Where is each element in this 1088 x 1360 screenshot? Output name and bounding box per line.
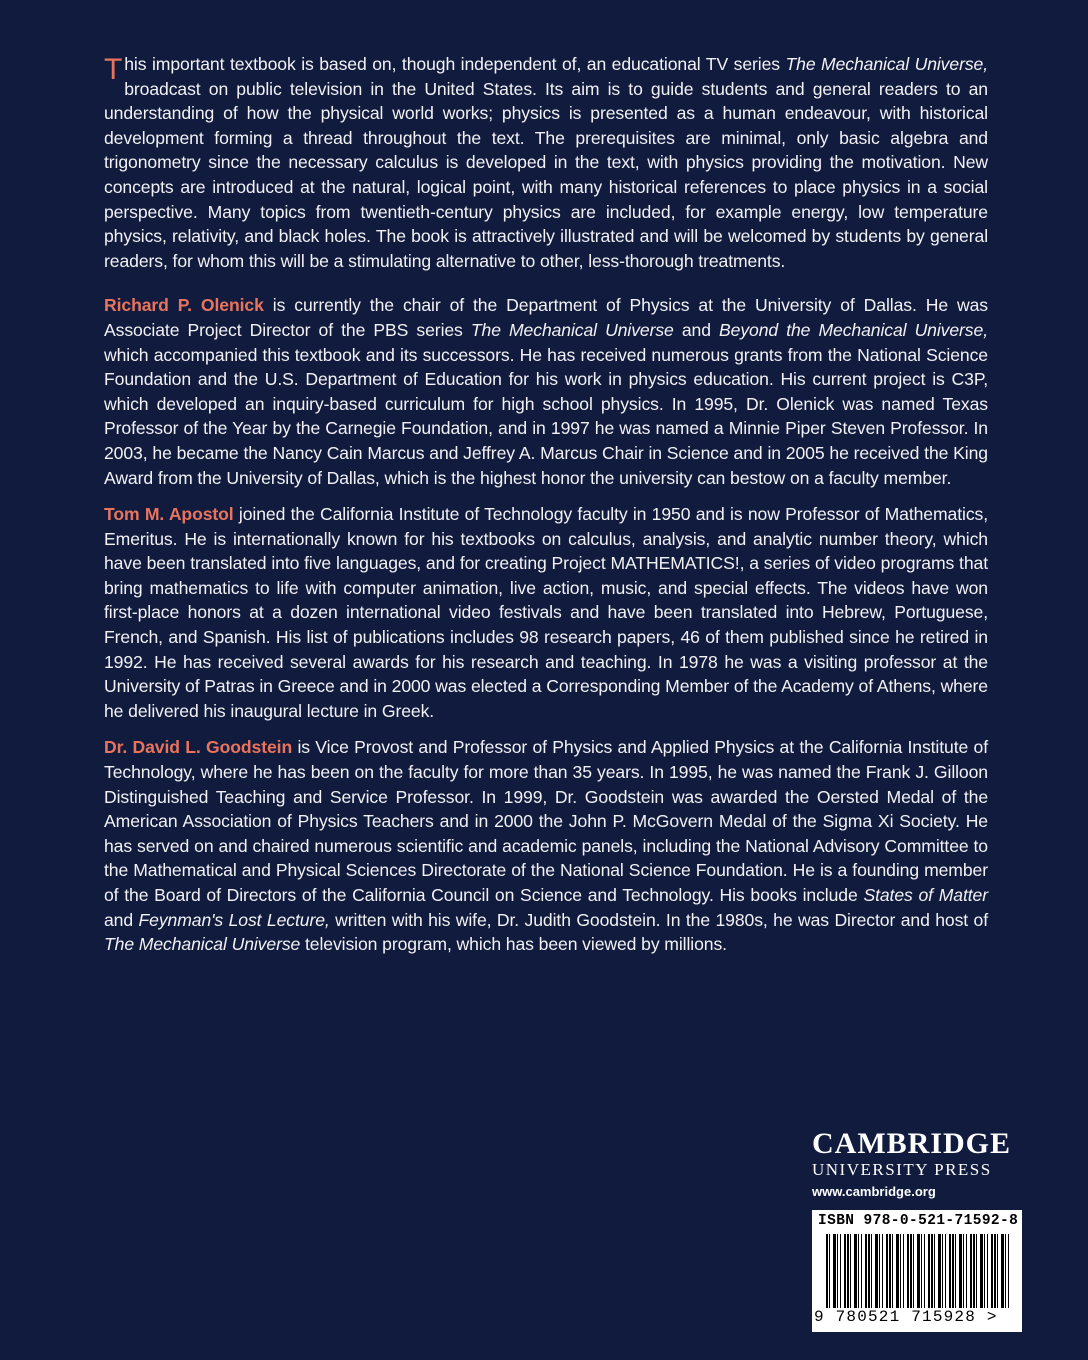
author-bio-olenick: Richard P. Olenick is currently the chair of the Department of Physics at the University of Dallas. He was Associate Project Director of the PBS series The Mechanical Universe and Beyond the Mechanical Universe, which accompanied this textbook and its successors. He has received numerous grants from the National Science Foundation and the U.S. Department of Education for his work in physics education. His current project is C3P, which developed an inquiry-based curriculum for high school physics. In 1995, Dr. Olenick was named Texas Professor of the Year by the Carnegie Foundation, and in 1997 he was named a Minnie Piper Steven Professor. In 2003, he became the Nancy Cain Marcus and Jeffrey A. Marcus Chair in Science and in 2005 he received the King Award from the University of Dallas, which is the highest honor the university can bestow on a faculty member.	[104, 295, 988, 488]
author-bio-apostol: Tom M. Apostol joined the California Institute of Technology faculty in 1950 and is now Professor of Mathematics, Emeritus. He is internationally known for his textbooks on calculus, analysis, and analytic number theory, which have been translated into five languages, and for creating Project MATHEMATICS!, a series of video programs that bring mathematics to life with computer animation, live action, music, and special effects. The videos have won first-place honors at a dozen international video festivals and have been translated into Hebrew, Portuguese, French, and Spanish. His list of publications includes 98 research papers, 46 of them published since he retired in 1992. He has received several awards for his research and teaching. In 1978 he was a visiting professor at the University of Patras in Greece and in 2000 was elected a Corresponding Member of the Academy of Athens, where he delivered his inaugural lecture in Greek.	[104, 504, 989, 721]
author-name: Dr. David L. Goodstein	[104, 737, 293, 758]
book-description: This important textbook is based on, though independent of, an educational TV series The Mechanical Universe, broadcast on public television in the United States. Its aim is to guide students and general readers to an understanding of how the physical world works; physics is presented as a human endeavour, with historical development forming a thread throughout the text. The prerequisites are minimal, only basic algebra and trigonometry since the necessary calculus is developed in the text, with physics providing the motivation. New concepts are introduced at the natural, logical point, with many historical references to place physics in a social perspective. Many topics from twentieth-century physics are included, for example energy, low temperature physics, relativity, and black holes. The book is attractively illustrated and will be welcomed by students by general readers, for whom this will be a stimulating alternative to other, less-thorough treatments.	[104, 53, 988, 271]
isbn-label: ISBN 978-0-521-71592-8	[818, 1213, 1019, 1229]
drop-cap: T	[104, 53, 123, 86]
isbn-barcode	[812, 1210, 1022, 1332]
series-title: The Mechanical Universe,	[785, 54, 988, 74]
author-bio-goodstein: Dr. David L. Goodstein is Vice Provost and Professor of Physics and Applied Physics at the California Institute of Technology, where he has been on the faculty for more than 35 years. In 1995, he was named the Frank J. Gilloon Distinguished Teaching and Service Professor. In 1999, Dr. Goodstein was awarded the Oersted Medal of the American Association of Physics Teachers and in 2000 the John P. McGovern Medal of the Sigma Xi Society. He has served on and chaired numerous scientific and academic panels, including the National Advisory Committee to the Mathematical and Physical Sciences Directorate of the National Science Foundation. He is a founding member of the Board of Directors of the California Council on Science and Technology. His books include States of Matter and Feynman's Lost Lecture, written with his wife, Dr. Judith Goodstein. In the 1980s, he was Director and host of The Mechanical Universe television program, which has been viewed by millions.	[104, 737, 989, 955]
barcode-bars	[826, 1234, 1012, 1314]
barcode-digits: 9 780521 715928 >	[814, 1308, 1020, 1326]
publisher-subtitle: UNIVERSITY PRESS	[812, 1160, 992, 1179]
publisher-url[interactable]: www.cambridge.org	[812, 1184, 936, 1199]
publisher-name: CAMBRIDGE	[812, 1127, 1012, 1160]
publisher-logo	[812, 1128, 1011, 1199]
author-name: Tom M. Apostol	[104, 504, 234, 525]
back-cover-text	[104, 52, 988, 969]
author-name: Richard P. Olenick	[104, 295, 264, 316]
